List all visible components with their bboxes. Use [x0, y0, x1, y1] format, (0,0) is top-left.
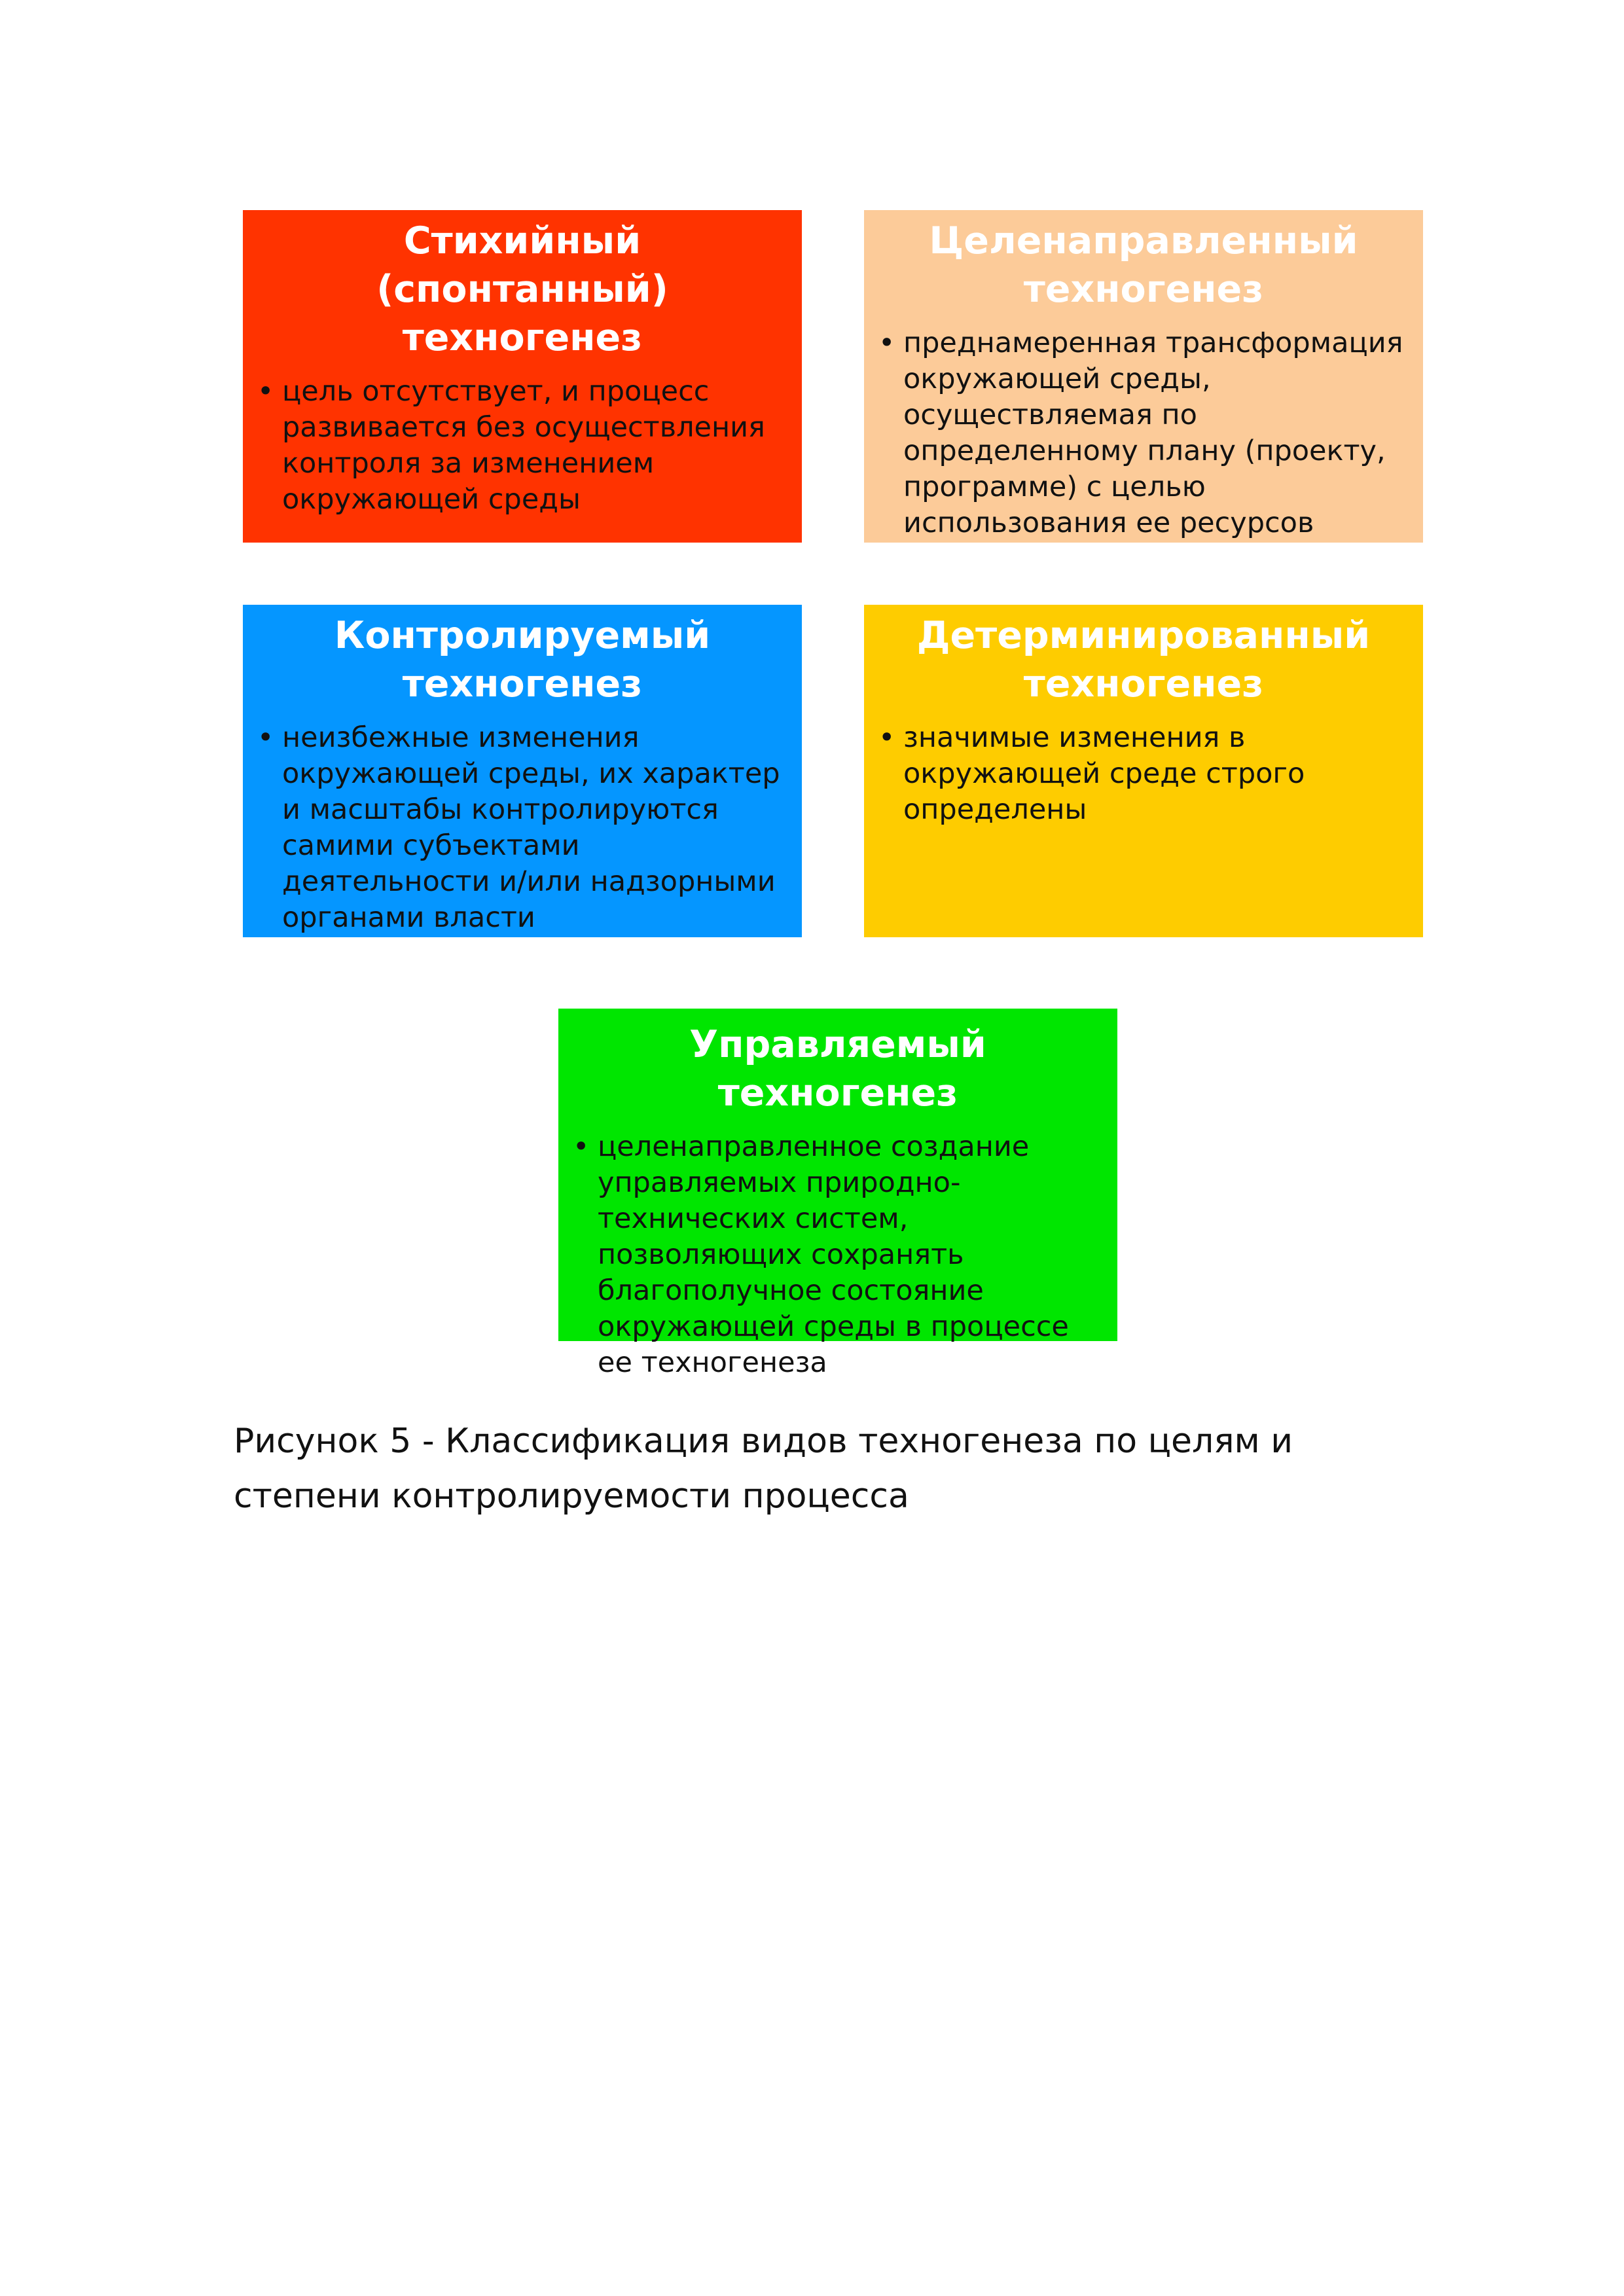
box-description: неизбежные изменения окружающей среды, их характер и масштабы контролируются самими субъектами деятельности и/или надзорными органами власти — [282, 721, 780, 934]
box-description-list — [257, 374, 787, 518]
box-description: целенаправленное создание управляемых природно-технических систем, позволяющих сохранять благополучное состояние окружающей среды в процессе ее техногенеза — [598, 1130, 1069, 1379]
bullet-icon: • — [878, 721, 895, 754]
box-description: значимые изменения в окружающей среде строго определены — [903, 721, 1305, 826]
box-description-item — [257, 374, 787, 518]
box-purposeful-technogenesis — [864, 210, 1423, 543]
box-title: Целенаправленный техногенез — [929, 219, 1358, 311]
box-description-list — [257, 720, 787, 936]
box-description-list — [573, 1129, 1103, 1381]
box-description-item — [878, 720, 1409, 828]
box-title: Стихийный (спонтанный) техногенез — [376, 219, 668, 359]
figure-caption: Рисунок 5 - Классификация видов техногенеза по целям и степени контролируемости процесса — [234, 1422, 1293, 1516]
box-description: преднамеренная трансформация окружающей среды, осуществляемая по определенному плану (проекту, программе) с целью использования ее ресурсов — [903, 327, 1403, 539]
box-title: Управляемый техногенез — [689, 1023, 986, 1115]
bullet-icon: • — [573, 1130, 590, 1163]
box-description-list — [878, 325, 1409, 541]
bullet-icon: • — [257, 375, 274, 408]
box-description-item — [878, 325, 1409, 541]
box-title: Детерминированный техногенез — [916, 614, 1371, 706]
box-managed-technogenesis — [558, 1009, 1117, 1379]
box-determined-technogenesis — [864, 605, 1423, 937]
box-spontaneous-technogenesis — [243, 210, 802, 543]
bullet-icon: • — [257, 721, 274, 754]
box-controlled-technogenesis — [243, 605, 802, 937]
box-description-item — [573, 1129, 1103, 1381]
box-title: Контролируемый техногенез — [334, 614, 711, 706]
bullet-icon: • — [878, 327, 895, 359]
box-description: цель отсутствует, и процесс развивается без осуществления контроля за изменением окружающей среды — [282, 375, 765, 516]
box-description-item — [257, 720, 787, 936]
box-description-list — [878, 720, 1409, 828]
